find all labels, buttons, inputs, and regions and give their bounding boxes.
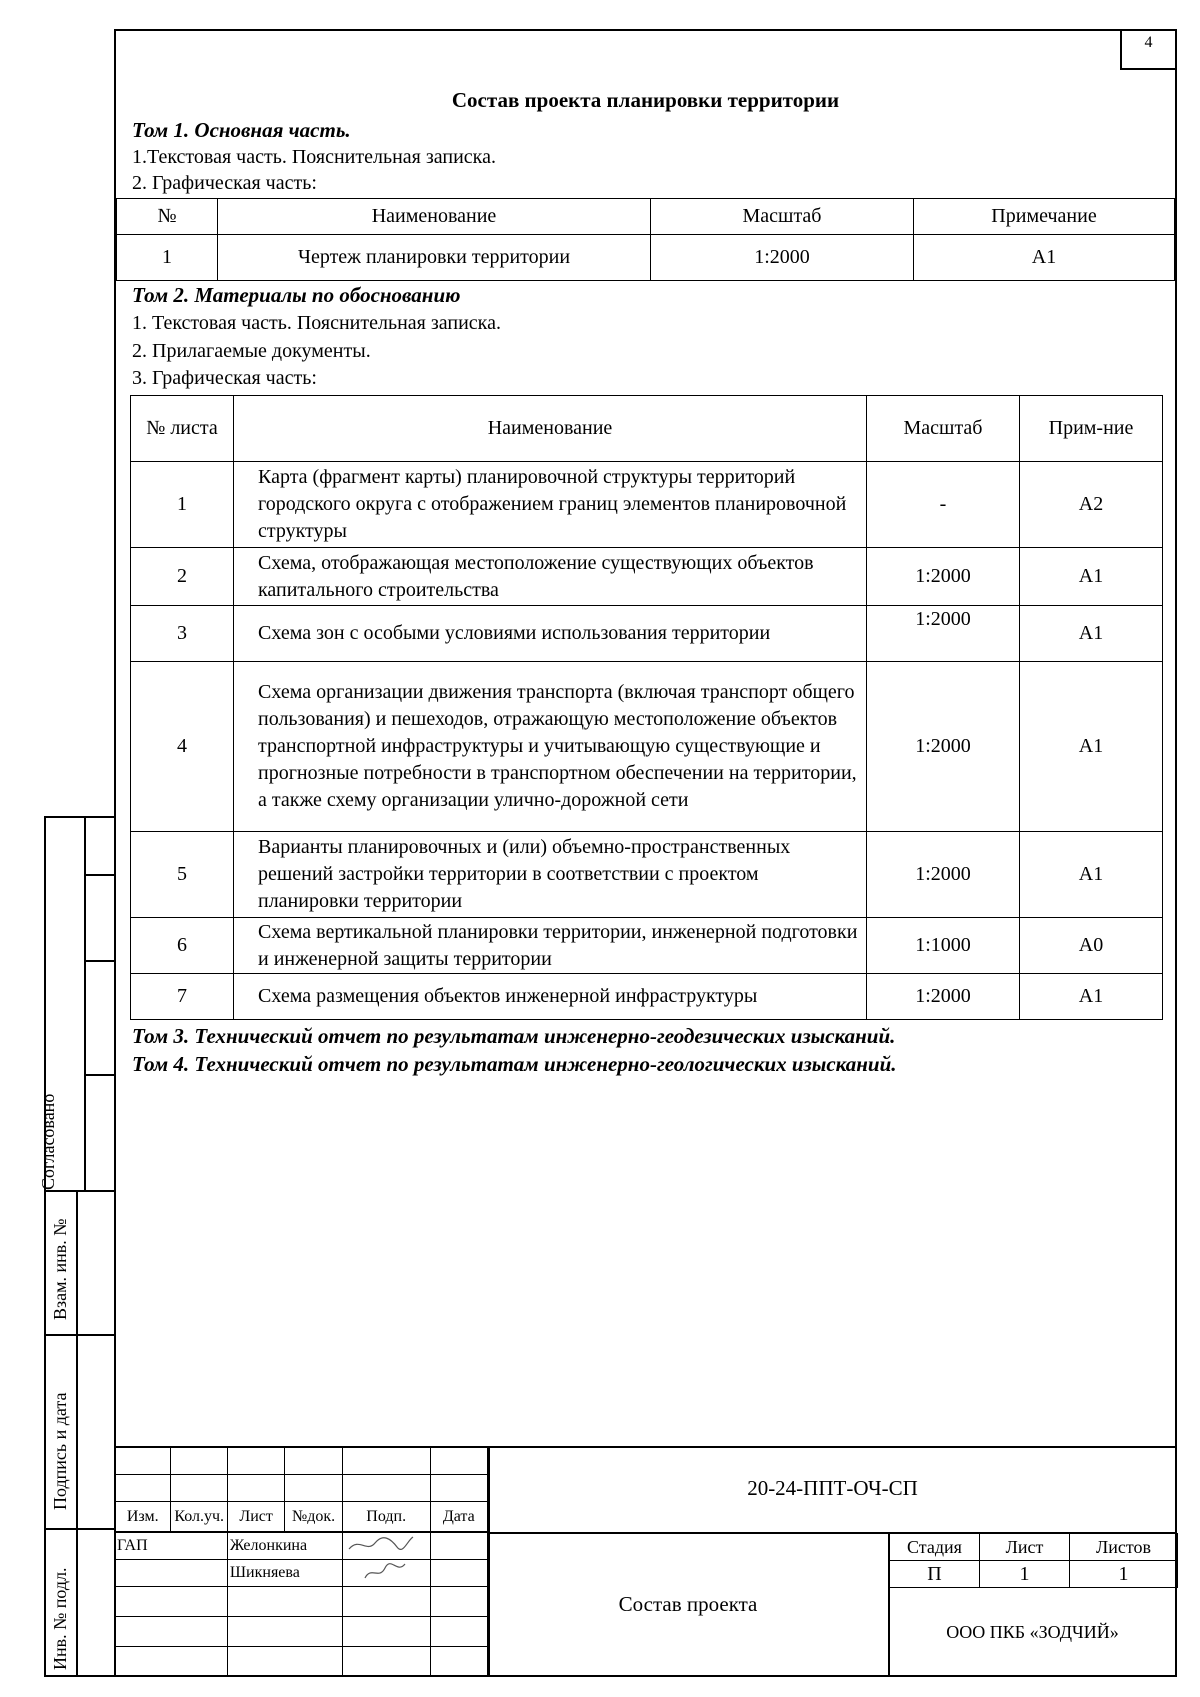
signature-2-mark bbox=[345, 1560, 415, 1582]
table-header-row bbox=[131, 396, 1163, 462]
col-koluch: Кол.уч. bbox=[171, 1502, 227, 1532]
cell-name: Схема размещения объектов инженерной инфраструктуры bbox=[234, 974, 867, 1020]
table-row bbox=[131, 462, 1163, 548]
sign-date-label: Подпись и дата bbox=[50, 1392, 70, 1510]
stage-value: П bbox=[890, 1561, 980, 1588]
cell-note: А0 bbox=[1020, 918, 1163, 974]
cell-name: Схема, отображающая местоположение существующих объектов капитального строительства bbox=[234, 548, 867, 606]
vol3-heading: Том 3. Технический отчет по результатам инженерно-геодезических изысканий. bbox=[132, 1024, 896, 1048]
page-title: Состав проекта планировки территории bbox=[451, 88, 840, 112]
header-name: Наименование bbox=[234, 396, 867, 462]
person-2: Шикняева bbox=[227, 1560, 342, 1587]
header-scale: Масштаб bbox=[651, 199, 914, 235]
header-sheet-no: № листа bbox=[131, 396, 234, 462]
table-row bbox=[131, 548, 1163, 606]
table-row bbox=[131, 662, 1163, 832]
cell-no: 2 bbox=[131, 548, 234, 606]
table-row bbox=[131, 974, 1163, 1020]
table-header-row bbox=[117, 199, 1175, 235]
replace-inv-label: Взам. инв. № bbox=[50, 1218, 70, 1320]
col-izm: Изм. bbox=[115, 1502, 171, 1532]
vol2-table bbox=[130, 395, 1163, 1020]
header-note: Прим-ние bbox=[1020, 396, 1163, 462]
cell-scale: 1:2000 bbox=[867, 662, 1020, 832]
header-scale: Масштаб bbox=[867, 396, 1020, 462]
cell-note: А1 bbox=[1020, 662, 1163, 832]
doc-code: 20-24-ППТ-ОЧ-СП bbox=[747, 1476, 918, 1500]
signature-1-mark bbox=[345, 1533, 415, 1555]
sheet-label: Лист bbox=[980, 1534, 1070, 1561]
stage-label: Стадия bbox=[890, 1534, 980, 1561]
company-name: ООО ПКБ «ЗОДЧИЙ» bbox=[946, 1622, 1119, 1642]
col-podp: Подп. bbox=[342, 1502, 430, 1532]
signature-1 bbox=[342, 1533, 430, 1560]
table-row bbox=[131, 606, 1163, 662]
vol1-line2: 2. Графическая часть: bbox=[132, 172, 317, 194]
stamp-header-row bbox=[115, 1502, 488, 1532]
header-no: № bbox=[117, 199, 218, 235]
sheets-label: Листов bbox=[1070, 1534, 1178, 1561]
table-row bbox=[131, 918, 1163, 974]
cell-scale: 1:2000 bbox=[867, 548, 1020, 606]
cell-note: А1 bbox=[1020, 832, 1163, 918]
cell-name: Схема зон с особыми условиями использования территории bbox=[234, 606, 867, 662]
cell-no: 4 bbox=[131, 662, 234, 832]
vol2-line2: 2. Прилагаемые документы. bbox=[132, 340, 371, 362]
cell-no: 6 bbox=[131, 918, 234, 974]
cell-scale: 1:2000 bbox=[867, 974, 1020, 1020]
cell-no: 1 bbox=[131, 462, 234, 548]
vol4-heading: Том 4. Технический отчет по результатам инженерно-геологических изысканий. bbox=[132, 1052, 897, 1076]
cell-scale: - bbox=[867, 462, 1020, 548]
cell-note: А1 bbox=[1020, 548, 1163, 606]
cell-no: 1 bbox=[117, 235, 218, 281]
cell-scale: 1:1000 bbox=[867, 918, 1020, 974]
cell-name: Схема вертикальной планировки территории, инженерной подготовки и инженерной защиты территории bbox=[234, 918, 867, 974]
table-row bbox=[117, 235, 1175, 281]
cell-note: А2 bbox=[1020, 462, 1163, 548]
cell-scale: 1:2000 bbox=[651, 235, 914, 281]
vol1-line1: 1.Текстовая часть. Пояснительная записка. bbox=[132, 146, 496, 168]
table-row bbox=[131, 832, 1163, 918]
sheets-value: 1 bbox=[1070, 1561, 1178, 1588]
cell-note: А1 bbox=[1020, 974, 1163, 1020]
vol1-table bbox=[116, 198, 1175, 281]
header-note: Примечание bbox=[914, 199, 1175, 235]
cell-note: А1 bbox=[914, 235, 1175, 281]
vol1-heading: Том 1. Основная часть. bbox=[132, 118, 351, 142]
cell-name: Чертеж планировки территории bbox=[218, 235, 651, 281]
col-data: Дата bbox=[430, 1502, 487, 1532]
vol2-heading: Том 2. Материалы по обоснованию bbox=[132, 283, 461, 307]
cell-name: Схема организации движения транспорта (включая транспорт общего пользования) и пешеходов, отражающую местоположение объектов транспортной инфраструктуры и учитывающую существующие и прогнозные потребности в транспортном обеспечении на территории, а также схему организации улично-дорожной сети bbox=[234, 662, 867, 832]
cell-scale: 1:2000 bbox=[867, 606, 1020, 662]
cell-scale: 1:2000 bbox=[867, 832, 1020, 918]
inv-orig-label: Инв. № подл. bbox=[50, 1567, 70, 1670]
stamp-grid bbox=[114, 1447, 488, 1532]
col-ndok: №док. bbox=[285, 1502, 342, 1532]
doc-name: Состав проекта bbox=[618, 1592, 758, 1616]
stamp-people bbox=[114, 1532, 488, 1677]
sheet-value: 1 bbox=[980, 1561, 1070, 1588]
cell-no: 3 bbox=[131, 606, 234, 662]
cell-note: А1 bbox=[1020, 606, 1163, 662]
signature-2 bbox=[342, 1560, 430, 1587]
role-gap: ГАП bbox=[115, 1533, 228, 1560]
agreed-label: Согласовано bbox=[38, 1093, 58, 1190]
vol2-line3: 3. Графическая часть: bbox=[132, 367, 317, 389]
cell-name: Карта (фрагмент карты) планировочной структуры территорий городского округа с отображением границ элементов планировочной структуры bbox=[234, 462, 867, 548]
person-1: Желонкина bbox=[227, 1533, 342, 1560]
page-number: 4 bbox=[1120, 29, 1177, 70]
cell-name: Варианты планировочных и (или) объемно-пространственных решений застройки территории в соответствии с проектом планировки территории bbox=[234, 832, 867, 918]
cell-no: 5 bbox=[131, 832, 234, 918]
cell-no: 7 bbox=[131, 974, 234, 1020]
col-list: Лист bbox=[227, 1502, 284, 1532]
vol2-line1: 1. Текстовая часть. Пояснительная записка. bbox=[132, 312, 501, 334]
header-name: Наименование bbox=[218, 199, 651, 235]
stage-table bbox=[889, 1533, 1178, 1588]
